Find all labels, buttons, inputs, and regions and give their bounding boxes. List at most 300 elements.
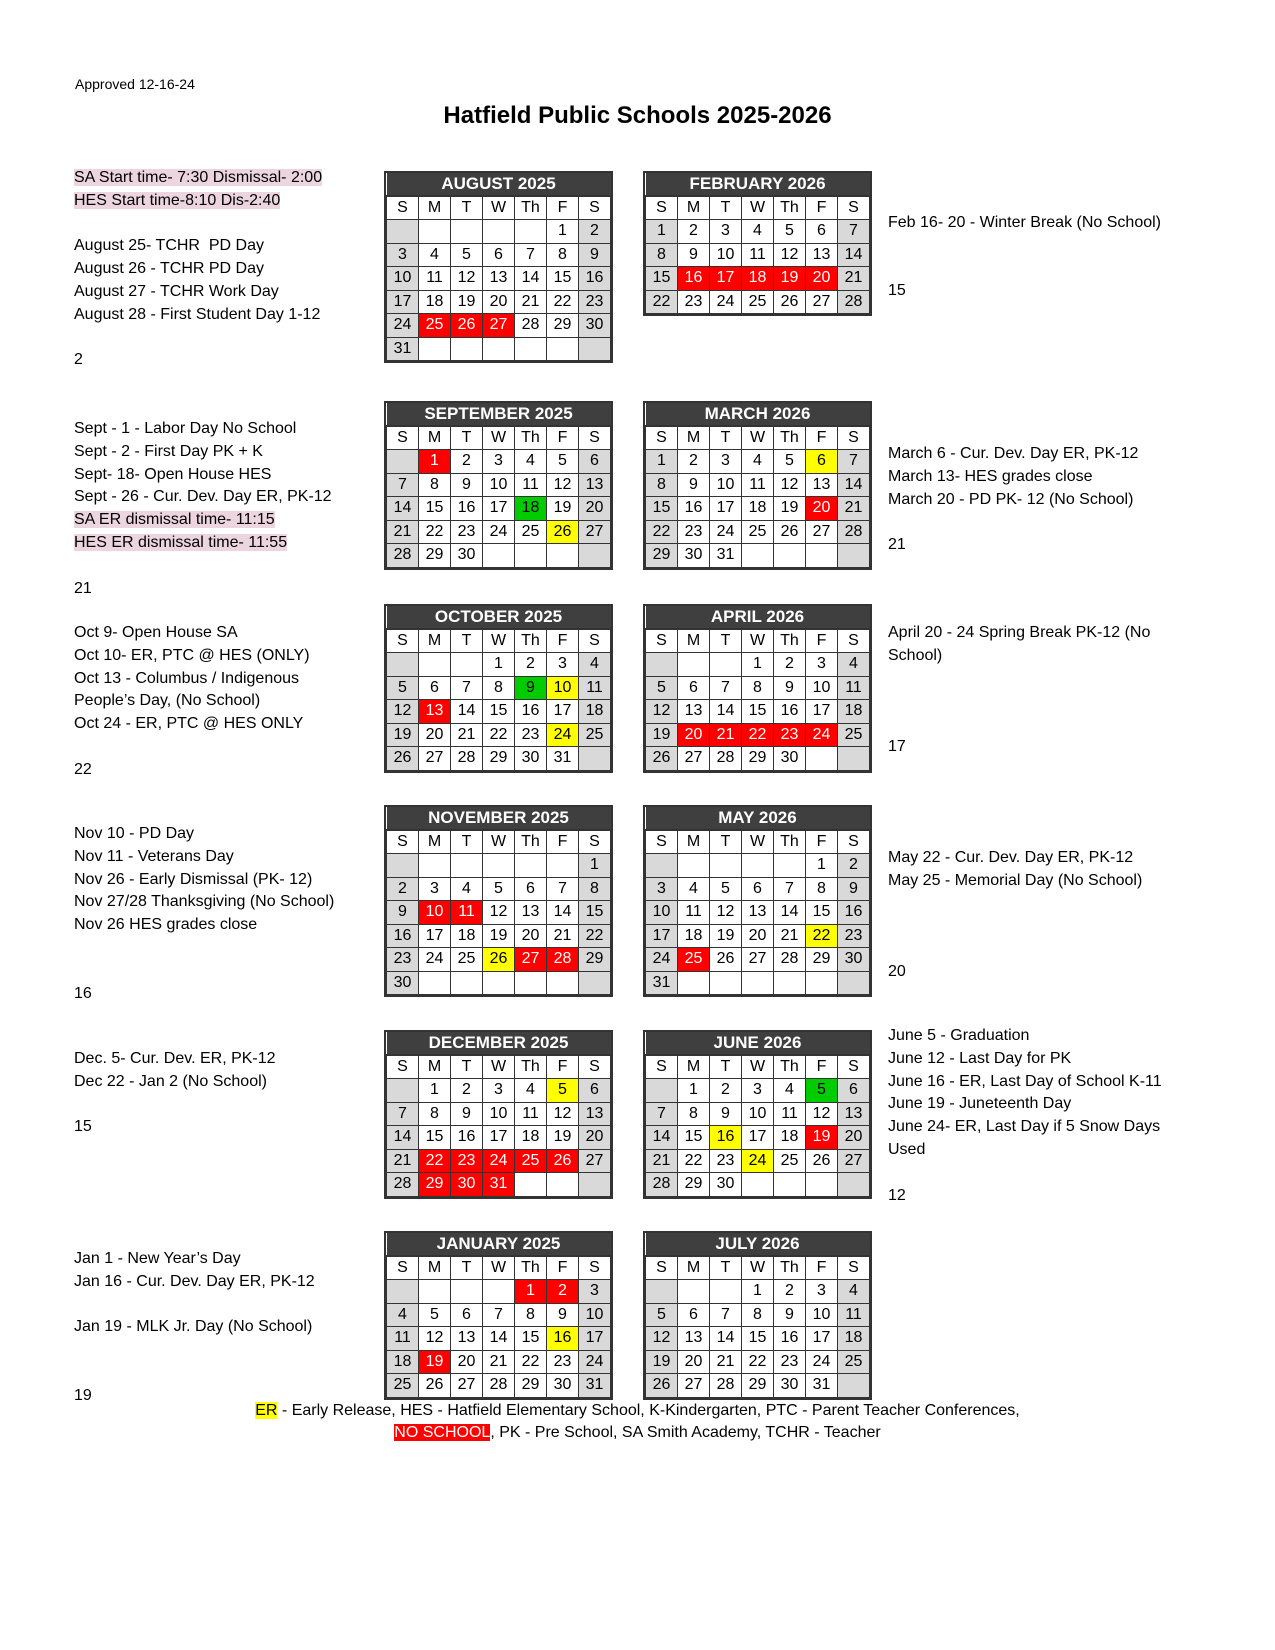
day-of-week: S bbox=[387, 830, 419, 854]
day-cell: 12 bbox=[646, 1327, 678, 1351]
day-of-week: W bbox=[483, 1055, 515, 1079]
note-line: HES ER dismissal time- 11:55 bbox=[74, 533, 288, 551]
empty-cell bbox=[419, 337, 451, 361]
day-cell: 22 bbox=[646, 520, 678, 544]
day-of-week: S bbox=[646, 196, 678, 220]
day-cell: 25 bbox=[579, 723, 611, 747]
day-cell: 17 bbox=[579, 1327, 611, 1351]
note-line: Nov 10 - PD Day bbox=[74, 825, 195, 842]
day-cell: 20 bbox=[742, 924, 774, 948]
day-cell: 22 bbox=[579, 924, 611, 948]
day-cell: 7 bbox=[838, 220, 870, 244]
day-cell: 28 bbox=[387, 1173, 419, 1197]
day-cell: 2 bbox=[838, 854, 870, 878]
empty-cell bbox=[515, 220, 547, 244]
day-cell: 6 bbox=[806, 220, 838, 244]
day-cell: 30 bbox=[387, 971, 419, 995]
day-cell: 20 bbox=[419, 723, 451, 747]
day-cell: 16 bbox=[678, 497, 710, 521]
day-cell: 5 bbox=[646, 676, 678, 700]
day-cell: 17 bbox=[710, 497, 742, 521]
day-cell: 8 bbox=[419, 473, 451, 497]
day-cell: 27 bbox=[579, 1149, 611, 1173]
day-cell: 7 bbox=[451, 676, 483, 700]
day-cell: 9 bbox=[678, 473, 710, 497]
empty-cell bbox=[838, 1173, 870, 1197]
day-of-week: W bbox=[742, 1055, 774, 1079]
note-line: 16 bbox=[74, 984, 92, 1002]
day-of-week: S bbox=[387, 1256, 419, 1280]
day-cell: 12 bbox=[419, 1327, 451, 1351]
day-cell: 4 bbox=[838, 1280, 870, 1304]
legend-line-2-text: , PK - Pre School, SA Smith Academy, TCHR - Teacher bbox=[490, 1424, 881, 1441]
day-cell: 19 bbox=[646, 1350, 678, 1374]
day-cell: 8 bbox=[547, 243, 579, 267]
note-line: Oct 13 - Columbus / Indigenous bbox=[74, 669, 300, 687]
day-cell: 25 bbox=[742, 290, 774, 314]
day-cell: 26 bbox=[547, 1149, 579, 1173]
day-of-week: S bbox=[387, 426, 419, 450]
day-cell: 23 bbox=[838, 924, 870, 948]
empty-cell bbox=[419, 1280, 451, 1304]
day-cell: 30 bbox=[451, 1173, 483, 1197]
day-cell: 3 bbox=[806, 653, 838, 677]
day-cell: 25 bbox=[419, 314, 451, 338]
day-cell: 3 bbox=[742, 1079, 774, 1103]
day-cell: 7 bbox=[547, 877, 579, 901]
day-cell: 4 bbox=[515, 450, 547, 474]
empty-cell bbox=[547, 337, 579, 361]
day-cell: 15 bbox=[515, 1327, 547, 1351]
day-cell: 31 bbox=[483, 1173, 515, 1197]
day-cell: 8 bbox=[806, 877, 838, 901]
day-of-week: Th bbox=[774, 629, 806, 653]
day-cell: 4 bbox=[451, 877, 483, 901]
note-line: Sept - 2 - First Day PK + K bbox=[74, 442, 263, 460]
legend-er: ER bbox=[255, 1402, 278, 1419]
day-cell: 24 bbox=[483, 520, 515, 544]
day-cell: 8 bbox=[678, 1102, 710, 1126]
empty-cell bbox=[579, 544, 611, 568]
note-line: Jan 1 - New Year’s Day bbox=[74, 1250, 241, 1267]
day-of-week: M bbox=[419, 1256, 451, 1280]
day-of-week: S bbox=[387, 629, 419, 653]
day-cell: 22 bbox=[742, 723, 774, 747]
day-cell: 19 bbox=[547, 497, 579, 521]
day-cell: 16 bbox=[774, 1327, 806, 1351]
day-cell: 28 bbox=[451, 747, 483, 771]
day-cell: 21 bbox=[387, 520, 419, 544]
day-of-week: S bbox=[579, 629, 611, 653]
day-cell: 17 bbox=[710, 267, 742, 291]
day-cell: 15 bbox=[547, 267, 579, 291]
day-cell: 29 bbox=[806, 948, 838, 972]
day-cell: 24 bbox=[387, 314, 419, 338]
empty-cell bbox=[451, 337, 483, 361]
empty-cell bbox=[547, 544, 579, 568]
day-cell: 3 bbox=[646, 877, 678, 901]
month-calendar bbox=[643, 171, 872, 316]
day-cell: 13 bbox=[742, 901, 774, 925]
day-cell: 24 bbox=[806, 723, 838, 747]
day-cell: 13 bbox=[806, 473, 838, 497]
empty-cell bbox=[515, 971, 547, 995]
empty-cell bbox=[646, 653, 678, 677]
month-title: MAY 2026 bbox=[646, 807, 870, 830]
day-cell: 6 bbox=[678, 1303, 710, 1327]
month-calendar bbox=[643, 604, 872, 773]
empty-cell bbox=[579, 971, 611, 995]
empty-cell bbox=[646, 1079, 678, 1103]
day-cell: 23 bbox=[451, 1149, 483, 1173]
day-cell: 22 bbox=[742, 1350, 774, 1374]
day-cell: 31 bbox=[387, 337, 419, 361]
day-of-week: S bbox=[646, 629, 678, 653]
month-calendar bbox=[384, 171, 613, 363]
day-cell: 16 bbox=[579, 267, 611, 291]
day-cell: 5 bbox=[646, 1303, 678, 1327]
month-title: APRIL 2026 bbox=[646, 606, 870, 629]
left-notes-block bbox=[74, 1248, 315, 1408]
month-calendar bbox=[384, 604, 613, 773]
day-cell: 16 bbox=[547, 1327, 579, 1351]
day-cell: 2 bbox=[710, 1079, 742, 1103]
day-cell: 12 bbox=[710, 901, 742, 925]
day-of-week: Th bbox=[774, 196, 806, 220]
day-cell: 8 bbox=[579, 877, 611, 901]
day-cell: 21 bbox=[451, 723, 483, 747]
day-cell: 25 bbox=[515, 1149, 547, 1173]
day-cell: 5 bbox=[806, 1079, 838, 1103]
legend-line-2 bbox=[0, 1424, 1275, 1442]
empty-cell bbox=[547, 971, 579, 995]
note-line: 21 bbox=[74, 579, 92, 597]
day-cell: 21 bbox=[774, 924, 806, 948]
day-of-week: M bbox=[419, 196, 451, 220]
note-line: 17 bbox=[888, 737, 906, 755]
day-cell: 27 bbox=[515, 948, 547, 972]
legend-line-1 bbox=[0, 1402, 1275, 1420]
note-line: People’s Day, (No School) bbox=[74, 692, 261, 710]
empty-cell bbox=[547, 1173, 579, 1197]
day-cell: 20 bbox=[579, 1126, 611, 1150]
note-line: 21 bbox=[888, 536, 906, 554]
empty-cell bbox=[742, 971, 774, 995]
day-cell: 23 bbox=[451, 520, 483, 544]
day-cell: 14 bbox=[710, 700, 742, 724]
day-cell: 10 bbox=[483, 1102, 515, 1126]
day-cell: 14 bbox=[838, 473, 870, 497]
day-cell: 14 bbox=[838, 243, 870, 267]
day-cell: 29 bbox=[742, 1374, 774, 1398]
day-cell: 14 bbox=[387, 497, 419, 521]
day-cell: 9 bbox=[451, 1102, 483, 1126]
day-of-week: W bbox=[483, 1256, 515, 1280]
day-of-week: M bbox=[678, 1256, 710, 1280]
day-cell: 24 bbox=[742, 1149, 774, 1173]
day-cell: 14 bbox=[547, 901, 579, 925]
day-of-week: W bbox=[742, 830, 774, 854]
left-notes-block bbox=[74, 622, 310, 782]
day-cell: 26 bbox=[710, 948, 742, 972]
left-notes-block bbox=[74, 418, 332, 600]
day-of-week: T bbox=[710, 196, 742, 220]
empty-cell bbox=[742, 854, 774, 878]
day-cell: 6 bbox=[579, 450, 611, 474]
note-line: 15 bbox=[888, 282, 906, 300]
day-cell: 22 bbox=[646, 290, 678, 314]
day-cell: 11 bbox=[515, 473, 547, 497]
day-cell: 31 bbox=[646, 971, 678, 995]
day-cell: 8 bbox=[742, 1303, 774, 1327]
day-cell: 16 bbox=[451, 1126, 483, 1150]
day-cell: 22 bbox=[515, 1350, 547, 1374]
empty-cell bbox=[678, 1280, 710, 1304]
note-line: Sept- 18- Open House HES bbox=[74, 465, 272, 483]
day-cell: 30 bbox=[515, 747, 547, 771]
day-cell: 18 bbox=[838, 700, 870, 724]
day-cell: 1 bbox=[678, 1079, 710, 1103]
day-cell: 5 bbox=[774, 450, 806, 474]
day-of-week: S bbox=[387, 196, 419, 220]
day-cell: 30 bbox=[774, 747, 806, 771]
empty-cell bbox=[419, 653, 451, 677]
day-cell: 14 bbox=[774, 901, 806, 925]
day-of-week: S bbox=[838, 426, 870, 450]
left-notes-block bbox=[74, 1048, 276, 1139]
note-line: August 26 - TCHR PD Day bbox=[74, 260, 264, 278]
page-title: Hatfield Public Schools 2025-2026 bbox=[443, 102, 832, 129]
day-cell: 1 bbox=[483, 653, 515, 677]
note-line: 12 bbox=[888, 1186, 906, 1204]
day-cell: 26 bbox=[387, 747, 419, 771]
day-cell: 21 bbox=[387, 1149, 419, 1173]
note-line: April 20 - 24 Spring Break PK-12 (No bbox=[888, 624, 1151, 641]
day-of-week: M bbox=[678, 830, 710, 854]
day-cell: 2 bbox=[579, 220, 611, 244]
day-cell: 9 bbox=[710, 1102, 742, 1126]
note-line: Feb 16- 20 - Winter Break (No School) bbox=[888, 214, 1161, 231]
day-of-week: T bbox=[451, 830, 483, 854]
day-cell: 16 bbox=[710, 1126, 742, 1150]
note-line: 22 bbox=[74, 760, 92, 778]
empty-cell bbox=[515, 1173, 547, 1197]
day-cell: 18 bbox=[451, 924, 483, 948]
day-cell: 20 bbox=[515, 924, 547, 948]
empty-cell bbox=[579, 747, 611, 771]
day-of-week: F bbox=[806, 1256, 838, 1280]
day-cell: 6 bbox=[678, 676, 710, 700]
day-of-week: M bbox=[678, 196, 710, 220]
empty-cell bbox=[579, 1173, 611, 1197]
month-calendar bbox=[384, 1231, 613, 1400]
note-line: School) bbox=[888, 646, 943, 664]
day-cell: 3 bbox=[483, 450, 515, 474]
month-title: NOVEMBER 2025 bbox=[387, 807, 611, 830]
day-cell: 20 bbox=[579, 497, 611, 521]
day-cell: 6 bbox=[419, 676, 451, 700]
note-line: August 28 - First Student Day 1-12 bbox=[74, 305, 321, 323]
day-cell: 9 bbox=[547, 1303, 579, 1327]
day-cell: 10 bbox=[419, 901, 451, 925]
day-cell: 31 bbox=[547, 747, 579, 771]
day-cell: 16 bbox=[838, 901, 870, 925]
day-cell: 4 bbox=[387, 1303, 419, 1327]
day-cell: 21 bbox=[710, 723, 742, 747]
day-cell: 29 bbox=[483, 747, 515, 771]
day-cell: 17 bbox=[646, 924, 678, 948]
day-of-week: S bbox=[579, 1256, 611, 1280]
empty-cell bbox=[451, 1280, 483, 1304]
note-line: Jan 16 - Cur. Dev. Day ER, PK-12 bbox=[74, 1272, 315, 1290]
legend-no-school: NO SCHOOL bbox=[394, 1424, 491, 1441]
empty-cell bbox=[806, 747, 838, 771]
day-cell: 9 bbox=[774, 1303, 806, 1327]
day-cell: 13 bbox=[515, 901, 547, 925]
day-cell: 27 bbox=[678, 1374, 710, 1398]
day-cell: 13 bbox=[483, 267, 515, 291]
day-of-week: F bbox=[806, 196, 838, 220]
day-cell: 26 bbox=[419, 1374, 451, 1398]
day-cell: 29 bbox=[678, 1173, 710, 1197]
day-of-week: W bbox=[483, 629, 515, 653]
day-cell: 13 bbox=[419, 700, 451, 724]
empty-cell bbox=[806, 1173, 838, 1197]
day-cell: 13 bbox=[678, 1327, 710, 1351]
day-cell: 3 bbox=[547, 653, 579, 677]
left-notes-block bbox=[74, 823, 334, 1005]
day-cell: 4 bbox=[838, 653, 870, 677]
day-of-week: M bbox=[419, 426, 451, 450]
day-cell: 30 bbox=[774, 1374, 806, 1398]
day-of-week: Th bbox=[515, 1256, 547, 1280]
day-of-week: W bbox=[483, 426, 515, 450]
day-of-week: M bbox=[419, 1055, 451, 1079]
right-notes-block bbox=[888, 847, 1142, 984]
day-cell: 28 bbox=[646, 1173, 678, 1197]
day-cell: 7 bbox=[387, 1102, 419, 1126]
note-line: Nov 26 - Early Dismissal (PK- 12) bbox=[74, 870, 313, 888]
note-line: Dec. 5- Cur. Dev. ER, PK-12 bbox=[74, 1050, 276, 1067]
day-cell: 23 bbox=[678, 290, 710, 314]
day-cell: 26 bbox=[774, 520, 806, 544]
day-cell: 5 bbox=[547, 1079, 579, 1103]
day-of-week: S bbox=[579, 830, 611, 854]
day-cell: 23 bbox=[387, 948, 419, 972]
day-cell: 27 bbox=[483, 314, 515, 338]
day-of-week: W bbox=[483, 196, 515, 220]
day-cell: 6 bbox=[806, 450, 838, 474]
day-cell: 30 bbox=[547, 1374, 579, 1398]
note-line: Dec 22 - Jan 2 (No School) bbox=[74, 1072, 267, 1090]
day-cell: 26 bbox=[451, 314, 483, 338]
day-cell: 1 bbox=[646, 220, 678, 244]
note-line: Used bbox=[888, 1140, 926, 1158]
empty-cell bbox=[742, 1173, 774, 1197]
day-cell: 12 bbox=[806, 1102, 838, 1126]
day-cell: 15 bbox=[806, 901, 838, 925]
day-cell: 23 bbox=[710, 1149, 742, 1173]
day-cell: 11 bbox=[387, 1327, 419, 1351]
day-cell: 19 bbox=[451, 290, 483, 314]
day-of-week: Th bbox=[774, 1055, 806, 1079]
day-cell: 20 bbox=[806, 497, 838, 521]
note-line: August 27 - TCHR Work Day bbox=[74, 282, 279, 300]
day-cell: 1 bbox=[646, 450, 678, 474]
day-cell: 3 bbox=[710, 220, 742, 244]
day-cell: 10 bbox=[387, 267, 419, 291]
day-of-week: S bbox=[838, 196, 870, 220]
empty-cell bbox=[710, 971, 742, 995]
day-cell: 3 bbox=[806, 1280, 838, 1304]
day-of-week: F bbox=[547, 1055, 579, 1079]
day-cell: 13 bbox=[451, 1327, 483, 1351]
day-cell: 15 bbox=[419, 1126, 451, 1150]
day-cell: 12 bbox=[774, 473, 806, 497]
day-cell: 25 bbox=[838, 723, 870, 747]
month-title: JULY 2026 bbox=[646, 1233, 870, 1256]
day-cell: 6 bbox=[742, 877, 774, 901]
empty-cell bbox=[579, 337, 611, 361]
empty-cell bbox=[419, 220, 451, 244]
day-cell: 24 bbox=[419, 948, 451, 972]
day-of-week: S bbox=[646, 426, 678, 450]
day-cell: 19 bbox=[387, 723, 419, 747]
day-cell: 3 bbox=[483, 1079, 515, 1103]
day-cell: 10 bbox=[806, 1303, 838, 1327]
right-notes-block bbox=[888, 622, 1150, 759]
day-cell: 22 bbox=[547, 290, 579, 314]
day-of-week: M bbox=[678, 1055, 710, 1079]
day-cell: 12 bbox=[387, 700, 419, 724]
day-of-week: S bbox=[387, 1055, 419, 1079]
day-cell: 9 bbox=[579, 243, 611, 267]
day-cell: 5 bbox=[774, 220, 806, 244]
day-cell: 29 bbox=[547, 314, 579, 338]
day-cell: 25 bbox=[451, 948, 483, 972]
empty-cell bbox=[387, 1280, 419, 1304]
note-line: May 22 - Cur. Dev. Day ER, PK-12 bbox=[888, 849, 1134, 866]
day-of-week: M bbox=[419, 629, 451, 653]
note-line: Jan 19 - MLK Jr. Day (No School) bbox=[74, 1318, 313, 1336]
day-cell: 3 bbox=[710, 450, 742, 474]
day-cell: 28 bbox=[710, 1374, 742, 1398]
empty-cell bbox=[483, 1280, 515, 1304]
day-cell: 3 bbox=[579, 1280, 611, 1304]
day-of-week: T bbox=[451, 196, 483, 220]
day-cell: 19 bbox=[483, 924, 515, 948]
day-cell: 22 bbox=[483, 723, 515, 747]
day-cell: 2 bbox=[451, 1079, 483, 1103]
day-cell: 25 bbox=[742, 520, 774, 544]
month-title: FEBRUARY 2026 bbox=[646, 173, 870, 196]
note-line: August 25- TCHR PD Day bbox=[74, 237, 264, 255]
day-of-week: T bbox=[710, 426, 742, 450]
day-cell: 20 bbox=[838, 1126, 870, 1150]
day-cell: 20 bbox=[678, 723, 710, 747]
day-cell: 11 bbox=[742, 243, 774, 267]
day-cell: 8 bbox=[515, 1303, 547, 1327]
day-of-week: W bbox=[742, 629, 774, 653]
empty-cell bbox=[806, 544, 838, 568]
day-cell: 2 bbox=[387, 877, 419, 901]
note-line: March 13- HES grades close bbox=[888, 467, 1093, 485]
day-cell: 28 bbox=[387, 544, 419, 568]
note-line: 19 bbox=[74, 1386, 92, 1404]
day-cell: 30 bbox=[838, 948, 870, 972]
day-cell: 23 bbox=[678, 520, 710, 544]
day-of-week: T bbox=[710, 1256, 742, 1280]
